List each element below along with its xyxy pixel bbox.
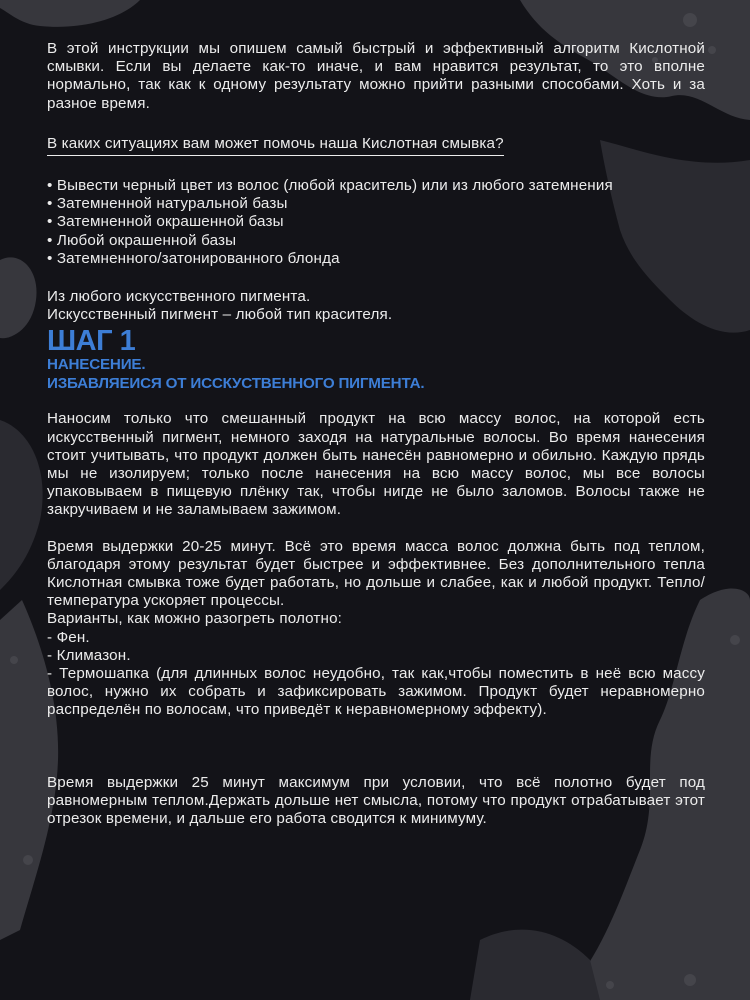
list-item: • Затемненной натуральной базы [47,195,288,213]
step-subtitle-line: НАНЕСЕНИЕ. [47,356,146,374]
heating-option: - Фен. [47,628,90,646]
final-paragraph: Время выдержки 25 минут максимум при условии, что всё полотно будет под равномерным теплом.Держать дольше нет смысла, потому что продукт отрабатывает этот отрезок времени, и дальше его работа сводится к минимуму. [47,773,705,828]
step-title: ШАГ 1 [47,325,136,358]
heating-option: - Термошапка (для длинных волос неудобно, так как,чтобы поместить в неё всю массу волос, нужно их собрать и зафиксировать зажимом. Продукт будет неравномерно распределён по волосам, что приведёт к неравномерному эффекту). [47,665,705,719]
list-item: • Любой окрашенной базы [47,231,237,249]
heating-intro: Варианты, как можно разогреть полотно: [47,610,343,628]
situations-question: В каких ситуациях вам может помочь наша Кислотная смывка? [47,135,504,156]
situations-list [47,177,705,268]
list-item: • Затемненной окрашенной базы [47,213,284,231]
pigment-note [47,288,705,324]
step-subtitle-line: ИЗБАВЛЯЕИСЯ ОТ ИССКУСТВЕННОГО ПИГМЕНТА. [47,374,425,392]
step-subtitle [47,356,705,393]
list-item: • Вывести черный цвет из волос (любой краситель) или из любого затемнения [47,177,613,195]
list-item: • Затемненного/затонированного блонда [47,249,340,267]
pigment-line: Из любого искусственного пигмента. [47,288,311,306]
pigment-line: Искусственный пигмент – любой тип красителя. [47,306,393,324]
intro-paragraph: В этой инструкции мы опишем самый быстрый и эффективный алгоритм Кислотной смывки. Если вы делаете как-то иначе, и вам нравится результат, то это вполне нормально, так как к одному результату можно прийти разными способами. Хоть и за разное время. [47,40,705,112]
heating-option: - Климазон. [47,646,131,664]
instruction-page [47,40,705,828]
application-paragraph: Наносим только что смешанный продукт на всю массу волос, на которой есть искусственный пигмент, немного заходя на натуральные волосы. Во время нанесения стоит учитывать, что продукт должен быть нанесён равномерно и обильно. Каждую прядь мы не изолируем; только после нанесения на всю массу волос, мы все волосы упаковываем в пищевую плёнку так, чтобы нигде не было заломов. Волосы также не закручиваем и не заламываем зажимом. [47,410,705,519]
exposure-paragraph: Время выдержки 20-25 минут. Всё это время масса волос должна быть под теплом, благодаря этому результат будет быстрее и эффективнее. Без дополнительного тепла Кислотная смывка тоже будет работать, но дольше и слабее, как и любой продукт. Тепло/температура ускоряет процессы. [47,537,705,610]
